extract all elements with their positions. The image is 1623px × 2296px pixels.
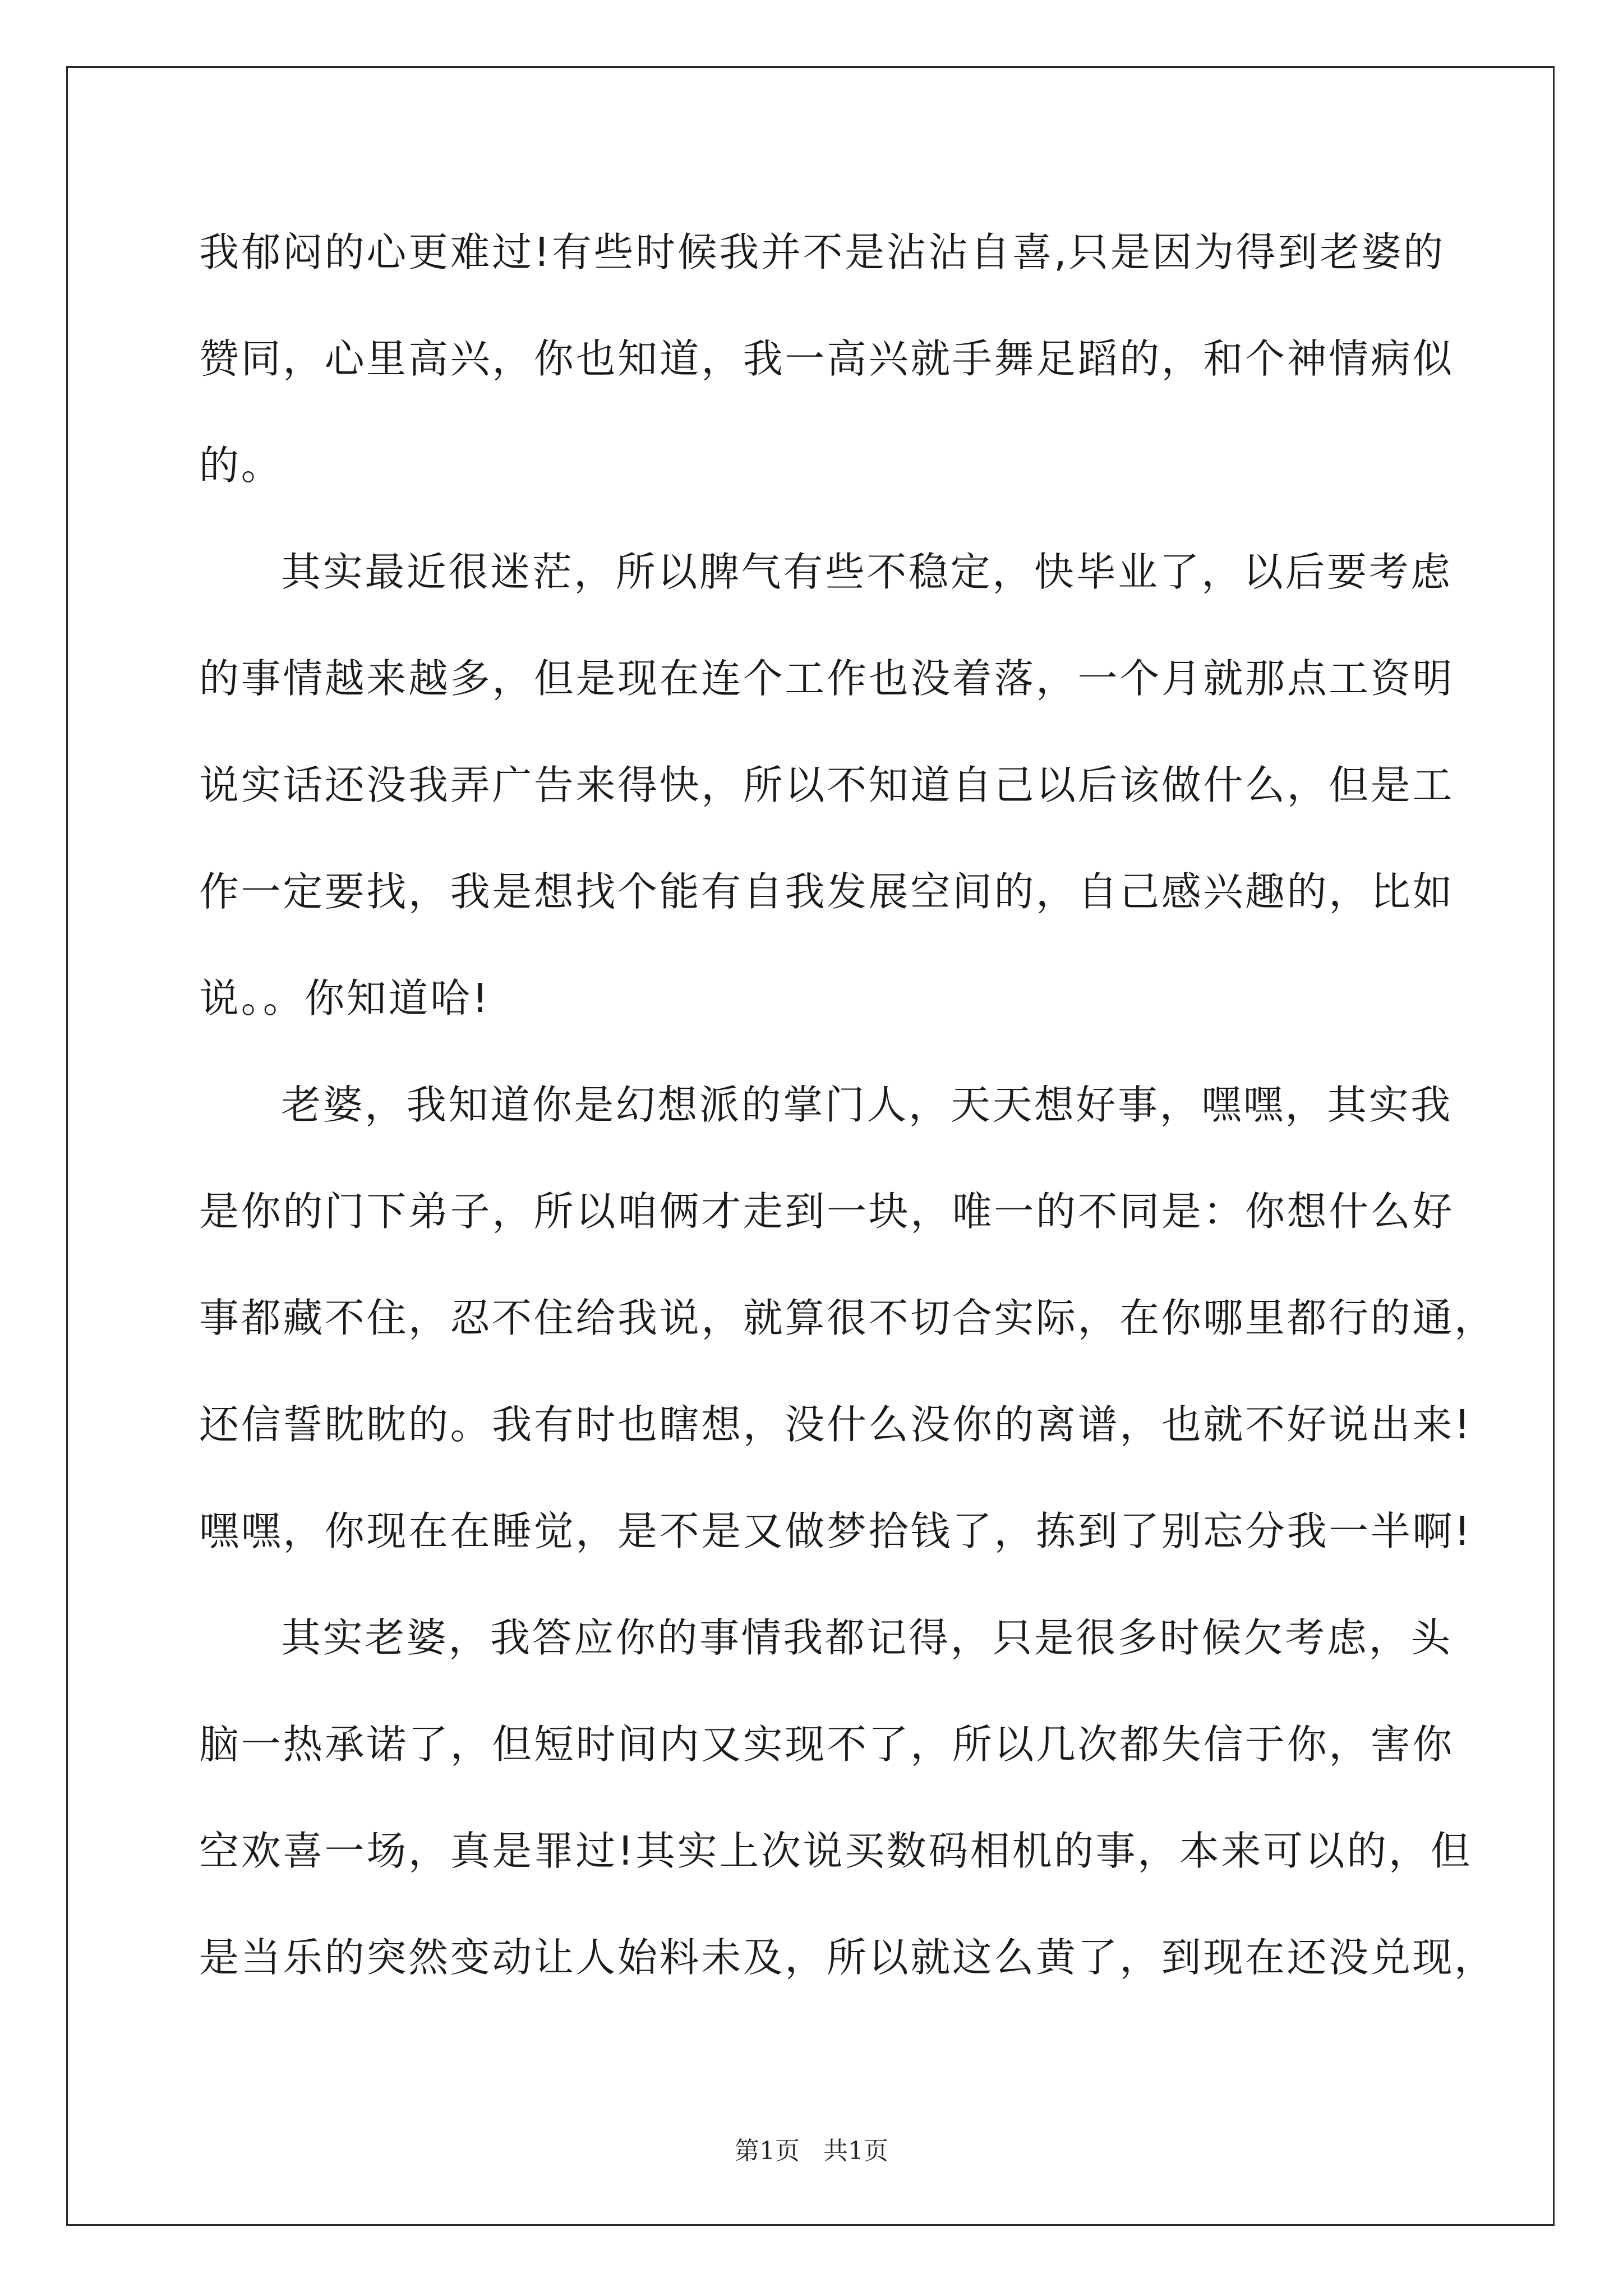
page-footer: 第1页 共1页 (735, 2137, 888, 2165)
text-line: 其实最近很迷茫，所以脾气有些不稳定，快毕业了，以后要考虑 (281, 549, 1453, 595)
text-line: 老婆，我知道你是幻想派的掌门人，天天想好事，嘿嘿，其实我 (281, 1082, 1453, 1128)
text-line: 说。。你知道哈! (199, 975, 490, 1022)
text-line: 说实话还没我弄广告来得快，所以不知道自己以后该做什么，但是工 (199, 762, 1455, 808)
text-line: 嘿嘿，你现在在睡觉，是不是又做梦拾钱了，拣到了别忘分我一半啊! (199, 1508, 1473, 1554)
text-line: 事都藏不住，忍不住给我说，就算很不切合实际，在你哪里都行的通， (199, 1295, 1496, 1341)
text-line: 的。 (199, 442, 283, 489)
text-line: 是你的门下弟子，所以咱俩才走到一块，唯一的不同是：你想什么好 (199, 1188, 1455, 1235)
text-line: 作一定要找，我是想找个能有自我发展空间的，自己感兴趣的，比如 (199, 868, 1455, 915)
document-body (199, 219, 1496, 2031)
text-line: 脑一热承诺了，但短时间内又实现不了，所以几次都失信于你，害你 (199, 1721, 1455, 1768)
text-line: 我郁闷的心更难过!有些时候我并不是沾沾自喜,只是因为得到老婆的 (199, 229, 1445, 275)
text-line: 其实老婆，我答应你的事情我都记得，只是很多时候欠考虑，头 (281, 1614, 1453, 1661)
text-line: 赞同，心里高兴，你也知道，我一高兴就手舞足蹈的，和个神情病似 (199, 335, 1455, 382)
text-line: 的事情越来越多，但是现在连个工作也没着落，一个月就那点工资明 (199, 655, 1455, 702)
text-line: 还信誓眈眈的。我有时也瞎想，没什么没你的离谱，也就不好说出来! (199, 1401, 1473, 1448)
text-line: 空欢喜一场，真是罪过!其实上次说买数码相机的事，本来可以的，但 (199, 1828, 1473, 1874)
text-line: 是当乐的突然变动让人始料未及，所以就这么黄了，到现在还没兑现， (199, 1934, 1496, 1981)
